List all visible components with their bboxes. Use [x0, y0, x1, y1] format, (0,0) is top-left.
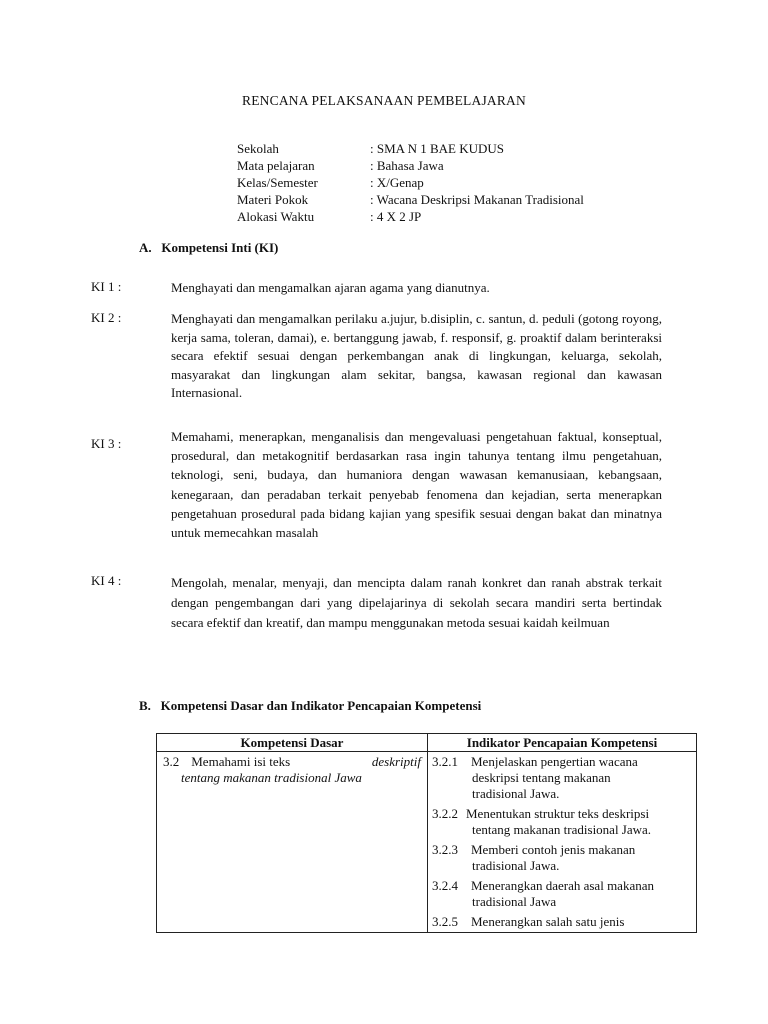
table-row	[157, 752, 697, 933]
header-kompetensi-dasar: Kompetensi Dasar	[157, 734, 428, 752]
indicator-cell	[428, 752, 697, 933]
kd-cell	[157, 752, 428, 933]
indicator-text: Menerangkan daerah asal makanan	[471, 878, 654, 893]
meta-key: Sekolah	[237, 141, 279, 156]
meta-row-time	[237, 208, 584, 225]
indicator-number: 3.2.2	[432, 806, 458, 821]
indicator-text-cont: tradisional Jawa	[472, 894, 557, 909]
meta-row-school	[237, 140, 584, 157]
ki-4-label: KI 4 :	[91, 573, 122, 588]
ki-3-label: KI 3 :	[91, 436, 122, 451]
indicator-number: 3.2.4	[432, 878, 458, 893]
indicator-text-cont: deskripsi tentang makanan	[472, 770, 611, 785]
indicator-item	[432, 806, 692, 838]
indicator-text-cont: tentang makanan tradisional Jawa.	[472, 822, 652, 837]
meta-key: Materi Pokok	[237, 192, 309, 207]
meta-value: : 4 X 2 JP	[370, 209, 422, 224]
indicator-text-cont: tradisional Jawa.	[472, 858, 560, 873]
indicator-number: 3.2.5	[432, 914, 458, 929]
indicator-number: 3.2.3	[432, 842, 458, 857]
meta-row-topic	[237, 191, 584, 208]
indicator-item	[432, 754, 692, 802]
indicator-item	[432, 914, 692, 930]
meta-value: : SMA N 1 BAE KUDUS	[370, 141, 504, 156]
section-b-heading: B. Kompetensi Dasar dan Indikator Pencapaian Kompetensi	[139, 698, 482, 713]
kd-text: Memahami isi teks	[191, 754, 291, 769]
kd-line-1	[163, 754, 421, 770]
indicator-item	[432, 842, 692, 874]
meta-key: Alokasi Waktu	[237, 209, 315, 224]
kd-line-2	[163, 770, 421, 786]
identity-block	[237, 140, 584, 225]
ki-2-text: Menghayati dan mengamalkan perilaku a.jujur, b.disiplin, c. santun, d. peduli (gotong royong, kerja sama, toleran, damai), e. bertanggung jawab, f. responsif, g. proaktif dalam berinteraksi secara efektif sesuai dengan perkembangan anak di lingkungan, keluarga, sekolah, masyarakat dan lingkungan alam sekitar, bangsa, kawasan regional dan kawasan Internasional.	[171, 311, 662, 401]
indicator-item	[432, 878, 692, 910]
ki-2-label: KI 2 :	[91, 310, 122, 325]
meta-key: Kelas/Semester	[237, 175, 318, 190]
indicator-text: Menentukan struktur teks deskripsi	[466, 806, 650, 821]
indicator-text: Menerangkan salah satu jenis	[471, 914, 625, 929]
ki-1-text: Menghayati dan mengamalkan ajaran agama yang dianutnya.	[171, 280, 490, 295]
meta-value: : Wacana Deskripsi Makanan Tradisional	[370, 192, 584, 207]
indicator-text-cont: tradisional Jawa.	[472, 786, 560, 801]
header-indikator: Indikator Pencapaian Kompetensi	[428, 734, 697, 752]
meta-value: : X/Genap	[370, 175, 424, 190]
ki-4-text: Mengolah, menalar, menyaji, dan mencipta dalam ranah konkret dan ranah abstrak terkait dengan pengembangan dari yang dipelajarinya di sekolah secara mandiri serta bertindak secara efektif dan kreatif, dan mampu menggunakan metoda sesuai kaidah keilmuan	[171, 575, 662, 630]
meta-key: Mata pelajaran	[237, 158, 315, 173]
ki-3-text: Memahami, menerapkan, menganalisis dan mengevaluasi pengetahuan faktual, konseptual, prosedural, dan metakognitif berdasarkan rasa ingin tahunya tentang ilmu pengetahuan, teknologi, seni, budaya, dan humaniora dengan wawasan kemanusiaan, kebangsaan, kenegaraan, dan peradaban terkait penyebab fenomena dan kejadian, serta menerapkan pengetahuan prosedural pada bidang kajian yang spesifik sesuai dengan bakat dan minatnya untuk memecahkan masalah	[171, 429, 662, 541]
table-header-row	[157, 734, 697, 752]
meta-value: : Bahasa Jawa	[370, 158, 444, 173]
ki-1-label: KI 1 :	[91, 279, 122, 294]
meta-row-subject	[237, 157, 584, 174]
competency-table	[156, 733, 697, 933]
kd-number: 3.2	[163, 754, 180, 769]
kd-text-italic: tentang makanan tradisional Jawa	[181, 770, 362, 785]
indicator-text: Menjelaskan pengertian wacana	[471, 754, 638, 769]
indicator-number: 3.2.1	[432, 754, 458, 769]
document-title: RENCANA PELAKSANAAN PEMBELAJARAN	[242, 93, 526, 108]
meta-row-class	[237, 174, 584, 191]
kd-text-italic: deskriptif	[371, 754, 421, 769]
indicator-text: Memberi contoh jenis makanan	[471, 842, 636, 857]
section-a-heading: A. Kompetensi Inti (KI)	[139, 240, 279, 255]
